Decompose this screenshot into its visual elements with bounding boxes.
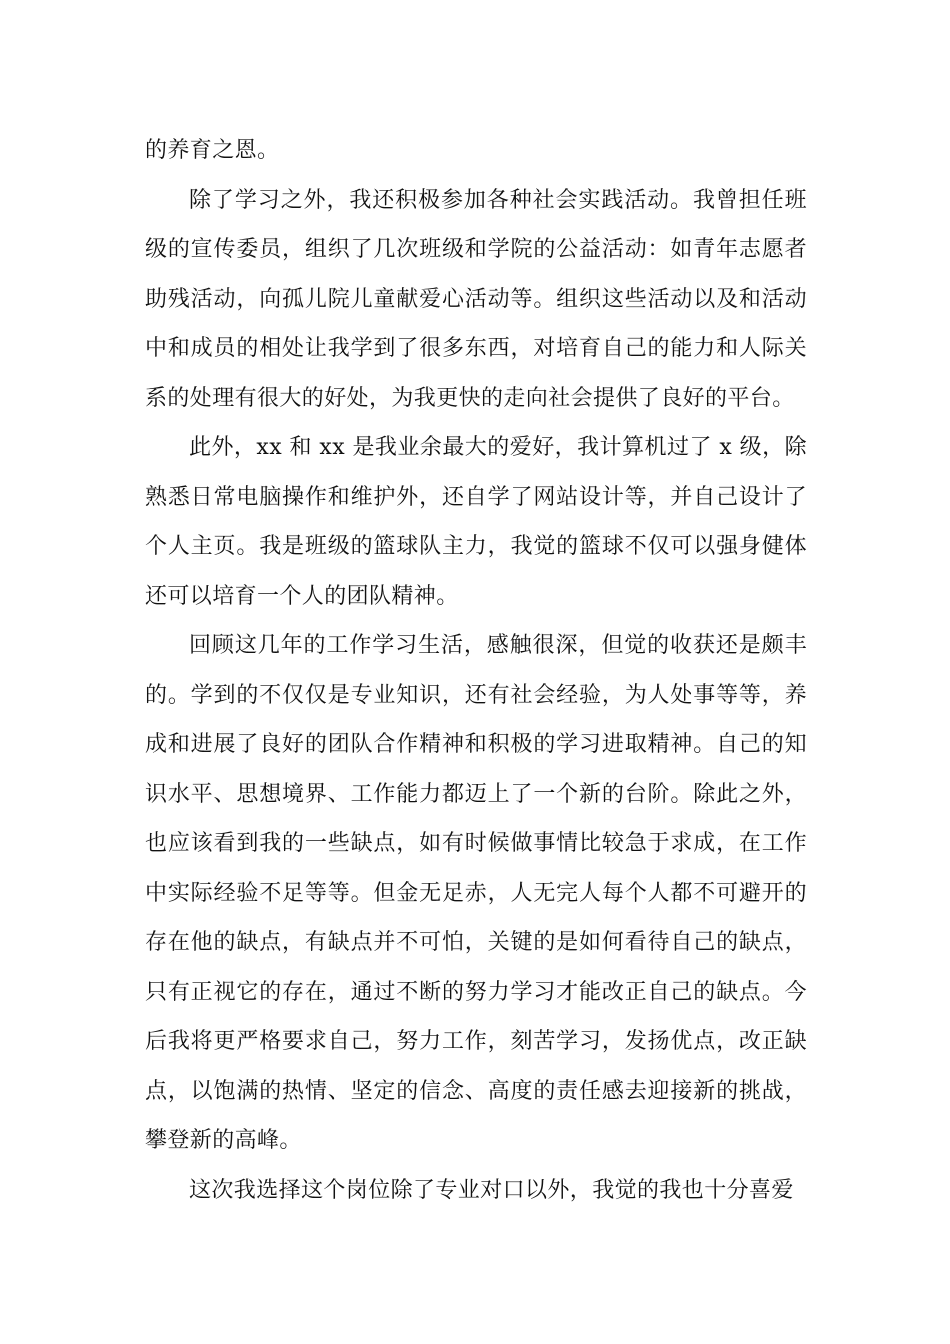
paragraph-review: 回顾这几年的工作学习生活，感触很深，但觉的收获还是颇丰的。学到的不仅仅是专业知识，还有社会经验，为人处事等等，养成和进展了良好的团队合作精神和积极的学习进取精神。自己的知识水平、思想境界、工作能力都迈上了一个新的台阶。除此之外，也应该看到我的一些缺点，如有时候做事情比较急于求成，在工作中实际经验不足等等。但金无足赤，人无完人每个人都不可避开的存在他的缺点，有缺点并不可怕，关键的是如何看待自己的缺点，只有正视它的存在，通过不断的努力学习才能改正自己的缺点。今后我将更严格要求自己，努力工作，刻苦学习，发扬优点，改正缺点，以饱满的热情、坚定的信念、高度的责任感去迎接新的挑战，攀登新的高峰。 xyxy=(145,633,807,1153)
paragraph-position-choice: 这次我选择这个岗位除了专业对口以外，我觉的我也十分喜爱 xyxy=(189,1177,794,1203)
document-body xyxy=(145,126,807,1215)
paragraph-continuation: 的养育之恩。 xyxy=(145,138,280,163)
paragraph-hobbies: 此外，xx 和 xx 是我业余最大的爱好，我计算机过了 x 级，除熟悉日常电脑操作和维护外，还自学了网站设计等，并自己设计了个人主页。我是班级的篮球队主力，我觉的篮球不仅可以强身健体还可以培育一个人的团队精神。 xyxy=(145,435,807,609)
paragraph-social-practice: 除了学习之外，我还积极参加各种社会实践活动。我曾担任班级的宣传委员，组织了几次班级和学院的公益活动：如青年志愿者助残活动，向孤儿院儿童献爱心活动等。组织这些活动以及和活动中和成员的相处让我学到了很多东西，对培育自己的能力和人际关系的处理有很大的好处，为我更快的走向社会提供了良好的平台。 xyxy=(145,187,807,411)
